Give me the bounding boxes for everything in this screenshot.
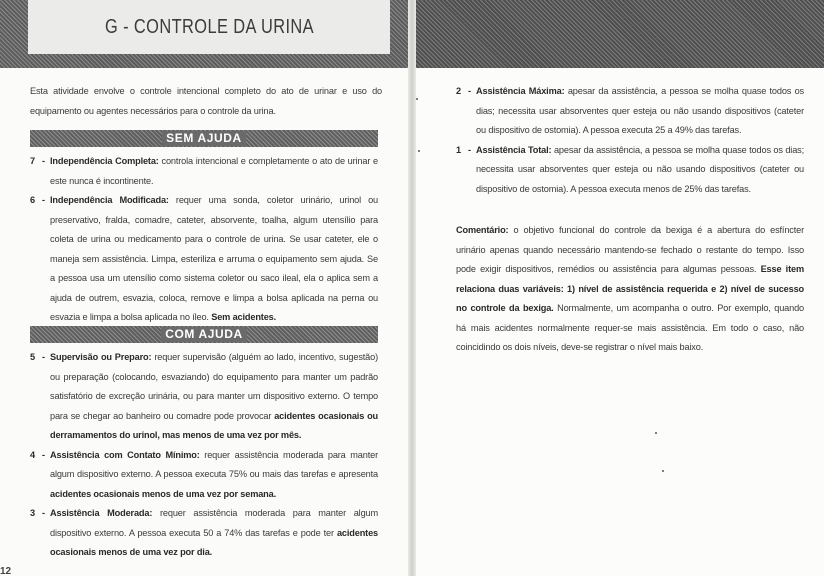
item-title: Assistência com Contato Mínimo: [50, 449, 200, 460]
list-item-level-4 [30, 446, 378, 505]
list-item-level-5 [30, 348, 378, 446]
item-dash: - [468, 86, 472, 96]
page-title: G - CONTROLE DA URINA [104, 15, 314, 38]
item-text: apesar da assistência, a pessoa se molha quase todos os dias; necessita usar absorventes quer esteja ou não usando dispositivos (cateter ou dispositivo de ostomia). A pessoa executa menos de 25% das tarefas. [476, 144, 805, 194]
item-dash: - [42, 195, 46, 205]
page-number: 12 [0, 566, 12, 576]
list-item-level-2 [456, 82, 804, 141]
comment-label: Comentário: [456, 225, 509, 235]
list-item-level-3 [30, 504, 378, 563]
items-sem-ajuda [30, 152, 378, 328]
list-item-level-1 [456, 141, 804, 200]
item-emphasis: Sem acidentes. [211, 312, 277, 322]
right-content [456, 82, 804, 358]
item-number: 3 [30, 508, 36, 518]
title-box [28, 0, 390, 54]
book-gutter [408, 0, 416, 576]
section-bar-com-ajuda [30, 326, 378, 343]
item-emphasis: acidentes ocasionais ou derramamentos do urinol, mas menos de uma vez por mês. [50, 410, 378, 440]
section-bar-sem-ajuda [30, 130, 378, 147]
item-dash: - [42, 352, 46, 362]
section-label-sem-ajuda: SEM AJUDA [162, 131, 246, 146]
item-text: controla intencional e completamente o ato de urinar e este nunca é incontinente. [50, 156, 378, 186]
item-text: requer uma sonda, coletor urinário, urinol ou preservativo, fralda, comadre, cateter, absorvente, toalha, algum utensílio para coleta de urina ou medicamento para o controle de urina. Se usar cateter, ele o maneja sem assistência. Limpa, esteriliza e arruma o equipamento sem ajuda. Se a pessoa usa um utensílio como sistema coletor ou saco ileal, ela o aplica sem a ajuda de outrem, esvazia, coloca, remove e limpa a bolsa aplicada na perna ou esvazia e limpa a bolsa aplicada no íleo. [50, 195, 378, 322]
item-title: Assistência Máxima: [476, 86, 565, 96]
item-title: Assistência Total: [476, 144, 552, 155]
item-emphasis: acidentes ocasionais menos de uma vez por semana. [50, 488, 277, 499]
scan-speck [416, 98, 418, 100]
scan-speck [418, 150, 420, 152]
item-number: 5 [30, 352, 36, 362]
item-title: Assistência Moderada: [50, 508, 153, 518]
item-dash: - [42, 156, 46, 166]
item-title: Independência Modificada: [50, 195, 169, 205]
comment-text-1: o objetivo funcional do controle da bexiga é a abertura do esfíncter urinário apenas quando necessário mantendo-se fechado o restante do tempo. Isso pode exigir dispositivos, remédios ou assistência para algumas pessoas. [456, 225, 804, 274]
item-text: requer supervisão (alguém ao lado, incentivo, sugestão) ou preparação (colocando, esvaziando) do equipamento para manter um padrão satisfatório de excreção urinária, ou para manter um dispositivo externo. O tempo para se chegar ao banheiro ou comadre pode provocar [50, 352, 379, 421]
section-label-com-ajuda: COM AJUDA [161, 327, 247, 342]
item-number: 6 [30, 195, 36, 205]
item-text: requer assistência moderada para manter algum dispositivo externo. A pessoa executa 50 a 74% das tarefas e pode ter [50, 508, 378, 538]
scan-speck [655, 432, 657, 434]
comment-emphasis: Esse item relaciona duas variáveis: 1) nível de assistência requerida e 2) nível de sucesso no controle da bexiga. [456, 264, 804, 313]
item-dash: - [42, 508, 46, 518]
comment-paragraph [456, 221, 804, 358]
item-dash: - [468, 144, 472, 155]
header-pattern-bar [412, 0, 824, 68]
item-number: 4 [30, 449, 36, 460]
item-title: Supervisão ou Preparo: [50, 352, 152, 362]
item-emphasis: acidentes ocasionais menos de uma vez por dia. [50, 527, 378, 557]
item-title: Independência Completa: [50, 156, 159, 166]
item-number: 2 [456, 86, 462, 96]
scan-speck [662, 470, 664, 472]
comment-text-2: Normalmente, um acompanha o outro. Por exemplo, quando há mais acidentes normalmente requer-se mais assistência. Em todo o caso, não coincidindo os dois níveis, deve-se registrar o nível mais baixo. [456, 303, 804, 352]
intro-paragraph [30, 82, 382, 121]
right-page [412, 0, 824, 576]
list-item-level-6 [30, 191, 378, 328]
list-item-level-7 [30, 152, 378, 191]
item-text: requer assistência moderada para manter algum dispositivo externo. A pessoa executa 75% ou mais das tarefas e apresenta [50, 449, 378, 479]
items-com-ajuda [30, 348, 378, 563]
item-number: 7 [30, 156, 36, 166]
item-text: apesar da assistência, a pessoa se molha quase todos os dias; necessita usar absorventes quer esteja ou não usando dispositivos (cateter ou dispositivo de ostomia). A pessoa executa 25 a 49% das tarefas. [476, 86, 804, 135]
item-number: 1 [456, 144, 462, 155]
intro-text: Esta atividade envolve o controle intencional completo do ato de urinar e uso do equipamento ou agentes necessários para o controle da urina. [30, 86, 382, 116]
item-dash: - [42, 449, 46, 460]
